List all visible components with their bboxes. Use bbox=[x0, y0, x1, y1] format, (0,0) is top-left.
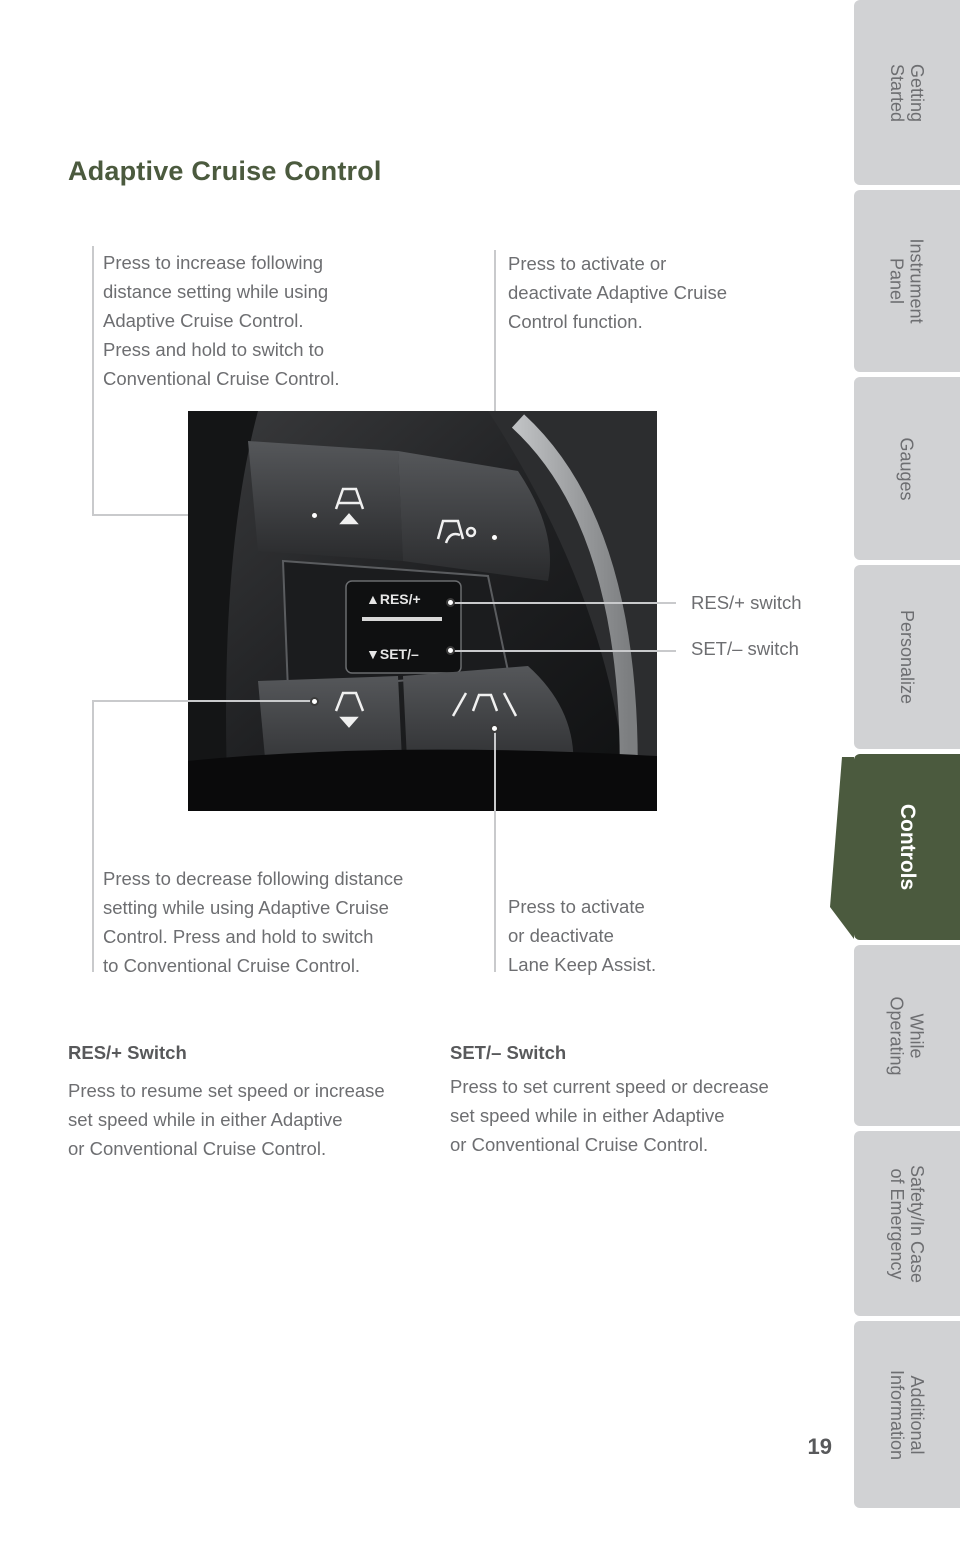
tab-getting-started[interactable]: Getting Started bbox=[854, 0, 960, 185]
leader-line-distance-decrease-h bbox=[92, 700, 314, 702]
set-button-text: ▼SET/– bbox=[366, 646, 419, 662]
page-title: Adaptive Cruise Control bbox=[68, 156, 382, 186]
tab-instrument-panel[interactable]: Instrument Panel bbox=[854, 190, 960, 372]
leader-line-distance-decrease bbox=[92, 700, 94, 972]
tab-personalize[interactable]: Personalize bbox=[854, 565, 960, 749]
tab-controls[interactable]: Controls bbox=[854, 754, 960, 940]
leader-dot-distance-decrease bbox=[310, 697, 319, 706]
page-number: 19 bbox=[807, 1434, 832, 1459]
tab-safety-emergency[interactable]: Safety/In Case of Emergency bbox=[854, 1131, 960, 1316]
leader-dot-lane-keep bbox=[490, 724, 499, 733]
active-tab-pointer bbox=[830, 757, 854, 939]
tab-additional-information[interactable]: Additional Information bbox=[854, 1321, 960, 1508]
leader-dot-res-switch bbox=[446, 598, 455, 607]
leader-line-lane-keep bbox=[494, 730, 496, 972]
callout-lane-keep: Press to activate or deactivate Lane Keep Assist. bbox=[508, 896, 657, 975]
res-switch-text: Press to resume set speed or increase set speed while in either Adaptive or Conventional Cruise Control. bbox=[68, 1080, 385, 1159]
callout-set-switch: SET/– switch bbox=[691, 638, 799, 659]
callout-res-switch: RES/+ switch bbox=[691, 592, 802, 613]
steering-wheel-switch-photo bbox=[188, 411, 657, 811]
leader-line-distance-increase bbox=[92, 246, 94, 516]
chapter-tabs bbox=[852, 0, 960, 1508]
set-switch-text: Press to set current speed or decrease set speed while in either Adaptive or Conventional Cruise Control. bbox=[450, 1076, 769, 1155]
leader-line-set-switch bbox=[452, 650, 676, 652]
callout-distance-decrease: Press to decrease following distance setting while using Adaptive Cruise Control. Press and hold to switch to Conventional Cruise Control. bbox=[103, 868, 404, 976]
callout-distance-increase: Press to increase following distance setting while using Adaptive Cruise Control. Press and hold to switch to Conventional Cruise Control. bbox=[103, 252, 340, 389]
tab-while-operating[interactable]: While Operating bbox=[854, 945, 960, 1126]
res-button-text: ▲RES/+ bbox=[366, 591, 421, 607]
tab-gauges[interactable]: Gauges bbox=[854, 377, 960, 560]
callout-acc-toggle: Press to activate or deactivate Adaptive Cruise Control function. bbox=[508, 253, 728, 332]
leader-dot-set-switch bbox=[446, 646, 455, 655]
leader-dot-acc-toggle bbox=[490, 533, 499, 542]
set-switch-heading: SET/– Switch bbox=[450, 1042, 567, 1063]
res-switch-heading: RES/+ Switch bbox=[68, 1042, 187, 1063]
leader-line-res-switch bbox=[452, 602, 676, 604]
leader-dot-distance-increase bbox=[310, 511, 319, 520]
